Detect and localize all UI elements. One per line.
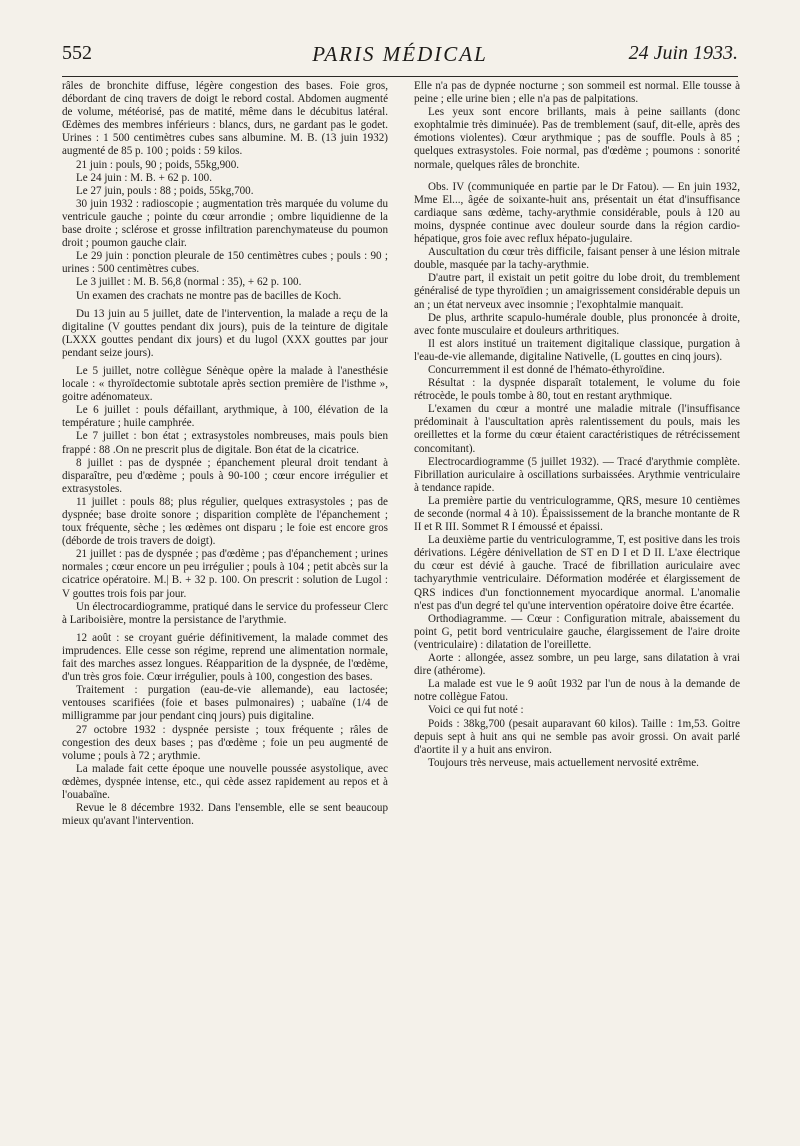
page-header	[62, 42, 738, 77]
paragraph: Concurremment il est donné de l'hémato-éthyroïdine.	[428, 363, 665, 376]
paragraph: Un électrocardiogramme, pratiqué dans le service du professeur Clerc à Lariboisière, montre la persistance de l'arythmie.	[62, 600, 388, 626]
left-column	[62, 80, 388, 828]
paragraph: La deuxième partie du ventriculogramme, T, est positive dans les trois dérivations. Légère dénivellation de ST en D I et D II. L'axe électrique du cœur est dévié à gauche. Tracé de fibrillation auriculaire avec tachyarythmie ventriculaire. Déformation modérée et élargissement de QRS indices d'un fonctionnement myocardique anormal. L'anomalie n'est pas d'un degré tel qu'une intervention opératoire doive être écartée.	[414, 534, 740, 612]
page-number: 552	[62, 42, 92, 64]
paragraph: Le 7 juillet : bon état ; extrasystoles nombreuses, mais pouls bien frappé : 88 .On ne prescrit plus de digitale. Bon état de la cicatrice.	[62, 430, 388, 456]
paragraph: L'examen du cœur a montré une maladie mitrale (l'insuffisance prédominait à l'auscultation après ralentissement du pouls, mais les oreillettes et la forme du cœur étaient caractéristiques de rétrécissement concomitant).	[414, 403, 740, 455]
right-column	[414, 80, 740, 770]
paragraph: Traitement : purgation (eau-de-vie allemande), eau lactosée; ventouses scarifiées (foie et bases pulmonaires) ; uabaïne (1/4 de milligramme par jour pendant cinq jours) puis digitaline.	[62, 684, 388, 723]
paragraph: 11 juillet : pouls 88; plus régulier, quelques extrasystoles ; pas de dyspnée; base droite sonore ; disparition complète de l'épanchement ; toux fréquente, sèche ; les œdèmes ont disparu ; le foie est encore gros (déborde de trois travers de doigt).	[62, 495, 388, 548]
paragraph: 27 octobre 1932 : dyspnée persiste ; toux fréquente ; râles de congestion des deux bases ; pas d'œdème ; foie un peu augmenté de volume ; pouls à 72 ; arythmie.	[62, 723, 388, 762]
paragraph: La malade est vue le 9 août 1932 par l'un de nous à la demande de notre collègue Fatou.	[414, 678, 740, 704]
paragraph: râles de bronchite diffuse, légère congestion des bases. Foie gros, débordant de cinq travers de doigt le rebord costal. Abdomen augmenté de volume, météorisé, pas de matité, même dans le décubitus latéral. Œdèmes des membres inférieurs : blancs, durs, ne gardant pas le godet. Urines : 1 500 centimètres cubes sans albumine. M. B. (13 juin 1932) augmenté de 85 p. 100 ; poids : 59 kilos.	[62, 80, 388, 158]
paragraph: Revue le 8 décembre 1932. Dans l'ensemble, elle se sent beaucoup mieux qu'avant l'intervention.	[62, 802, 388, 828]
issue-date: 24 Juin 1933.	[628, 42, 738, 64]
paragraph: Un examen des crachats ne montre pas de bacilles de Koch.	[76, 289, 342, 302]
paragraph: Le 5 juillet, notre collègue Sénèque opère la malade à l'anesthésie locale : « thyroïdectomie subtotale après section première de l'isthme », goitre adénomateux.	[62, 364, 388, 404]
paragraph: La première partie du ventriculogramme, QRS, mesure 10 centièmes de seconde (normal 4 à 10). Épaississement de la branche montante de R II et R III. Sommet R I émoussé et épaissi.	[414, 494, 740, 534]
paragraph: Electrocardiogramme (5 juillet 1932). — Tracé d'arythmie complète. Fibrillation auriculaire à oscillations surbaissées. Arythmie ventriculaire à tendance rapide.	[414, 455, 740, 494]
paragraph: Le 27 juin, pouls : 88 ; poids, 55kg,700.	[76, 184, 254, 197]
paragraph: Le 6 juillet : pouls défaillant, arythmique, à 100, élévation de la température ; huile camphrée.	[62, 404, 388, 430]
paragraph: Le 24 juin : M. B. + 62 p. 100.	[76, 171, 212, 184]
observation-heading-paragraph: Obs. IV (communiquée en partie par le Dr Fatou). — En juin 1932, Mme El..., âgée de soixante-huit ans, présentait un état d'insuffisance cardiaque sans œdème, tachy-arythmie considérable, pouls à 120 au moins, dyspnée continue avec douleur sourde dans la région cardio-hépatique, gros foie avec reflux hépato-jugulaire.	[414, 180, 740, 246]
paragraph: 12 août : se croyant guérie définitivement, la malade commet des imprudences. Elle cesse son régime, reprend une alimentation normale, fait des marches assez longues. Réapparition de la dyspnée, de l'œdème, d'un très gros foie. Cœur irrégulier, pouls à 100, congestion des bases.	[62, 631, 388, 684]
paragraph: Elle n'a pas de dypnée nocturne ; son sommeil est normal. Elle tousse à peine ; elle urine bien ; elle n'a pas de palpitations.	[414, 80, 740, 106]
paragraph: Le 3 juillet : M. B. 56,8 (normal : 35), + 62 p. 100.	[76, 276, 302, 289]
paragraph: Auscultation du cœur très difficile, faisant penser à une lésion mitrale double, masquée par la tachy-arythmie.	[414, 246, 740, 272]
paragraph: Aorte : allongée, assez sombre, un peu large, sans dilatation à vrai dire (athérome).	[414, 652, 740, 678]
journal-title: PARIS MÉDICAL	[312, 42, 488, 66]
paragraph: D'autre part, il existait un petit goitre du lobe droit, du tremblement généralisé de type thyroïdien ; un amaigrissement considérable depuis un an ; un état nerveux avec insomnie ; l'exophtalmie manquait.	[414, 272, 740, 311]
paragraph: Poids : 38kg,700 (pesait auparavant 60 kilos). Taille : 1m,53. Goitre depuis sept à huit ans qui ne semble pas avoir grossi. On avait parlé d'aortite il y a huit ans environ.	[414, 717, 740, 756]
paragraph: 21 juillet : pas de dyspnée ; pas d'œdème ; pas d'épanchement ; urines normales ; cœur encore un peu irrégulier ; pouls à 104 ; petit abcès sur la cicatrice opératoire. M.| B. + 32 p. 100. On prescrit : solution de Lugol : V gouttes trois fois par jour.	[62, 548, 388, 600]
paragraph: Orthodiagramme. — Cœur : Configuration mitrale, abaissement du point G, petit bord ventriculaire gauche, élargissement de l'aire droite (ventriculaire) : dilatation de l'oreillette.	[414, 612, 740, 651]
paragraph: Toujours très nerveuse, mais actuellement nervosité extrême.	[428, 756, 699, 769]
paragraph: Du 13 juin au 5 juillet, date de l'intervention, la malade a reçu de la digitaline (V gouttes pendant dix jours), puis de la teinture de digitale (LXXX gouttes pendant dix jours) et du lugol (XXX gouttes par jour pendant seize jours).	[62, 307, 388, 359]
paragraph: La malade fait cette époque une nouvelle poussée asystolique, avec œdèmes, dyspnée intense, etc., qui cède assez rapidement au repos et à l'ouabaïne.	[62, 762, 388, 801]
paragraph: Il est alors institué un traitement digitalique classique, purgation à l'eau-de-vie allemande, digitaline Nativelle, (L gouttes en cinq jours).	[414, 337, 740, 363]
paragraph: Voici ce qui fut noté :	[428, 704, 524, 717]
paragraph: 30 juin 1932 : radioscopie ; augmentation très marquée du volume du ventricule gauche ; pointe du cœur arrondie ; ombre liquidienne de la base droite ; sclérose et grosse infiltration parenchymateuse du poumon droit ; poumon gauche clair.	[62, 197, 388, 250]
paragraph: De plus, arthrite scapulo-humérale double, plus prononcée à droite, avec fonte musculaire et douleurs arthritiques.	[414, 311, 740, 337]
paragraph: 21 juin : pouls, 90 ; poids, 55kg,900.	[76, 158, 240, 171]
paragraph: Résultat : la dyspnée disparaît totalement, le volume du foie rétrocède, le pouls tombe à 80, tout en restant arythmique.	[414, 377, 740, 403]
paragraph: Les yeux sont encore brillants, mais à peine saillants (donc exophtalmie très diminuée). Pas de tremblement (sauf, dit-elle, après des émotions violentes). Cœur arythmique ; pas de souffle. Pouls à 85 ; quelques extrasystoles. Foie normal, pas d'œdème ; poumons : sonorité normale, quelques râles de bronchite.	[414, 106, 740, 171]
paragraph: 8 juillet : pas de dyspnée ; épanchement pleural droit tendant à disparaître, peu d'œdème ; pouls à 90-100 ; cœur encore irrégulier et extrasystoles.	[62, 456, 388, 495]
paragraph: Le 29 juin : ponction pleurale de 150 centimètres cubes ; pouls : 90 ; urines : 500 centimètres cubes.	[62, 250, 388, 276]
